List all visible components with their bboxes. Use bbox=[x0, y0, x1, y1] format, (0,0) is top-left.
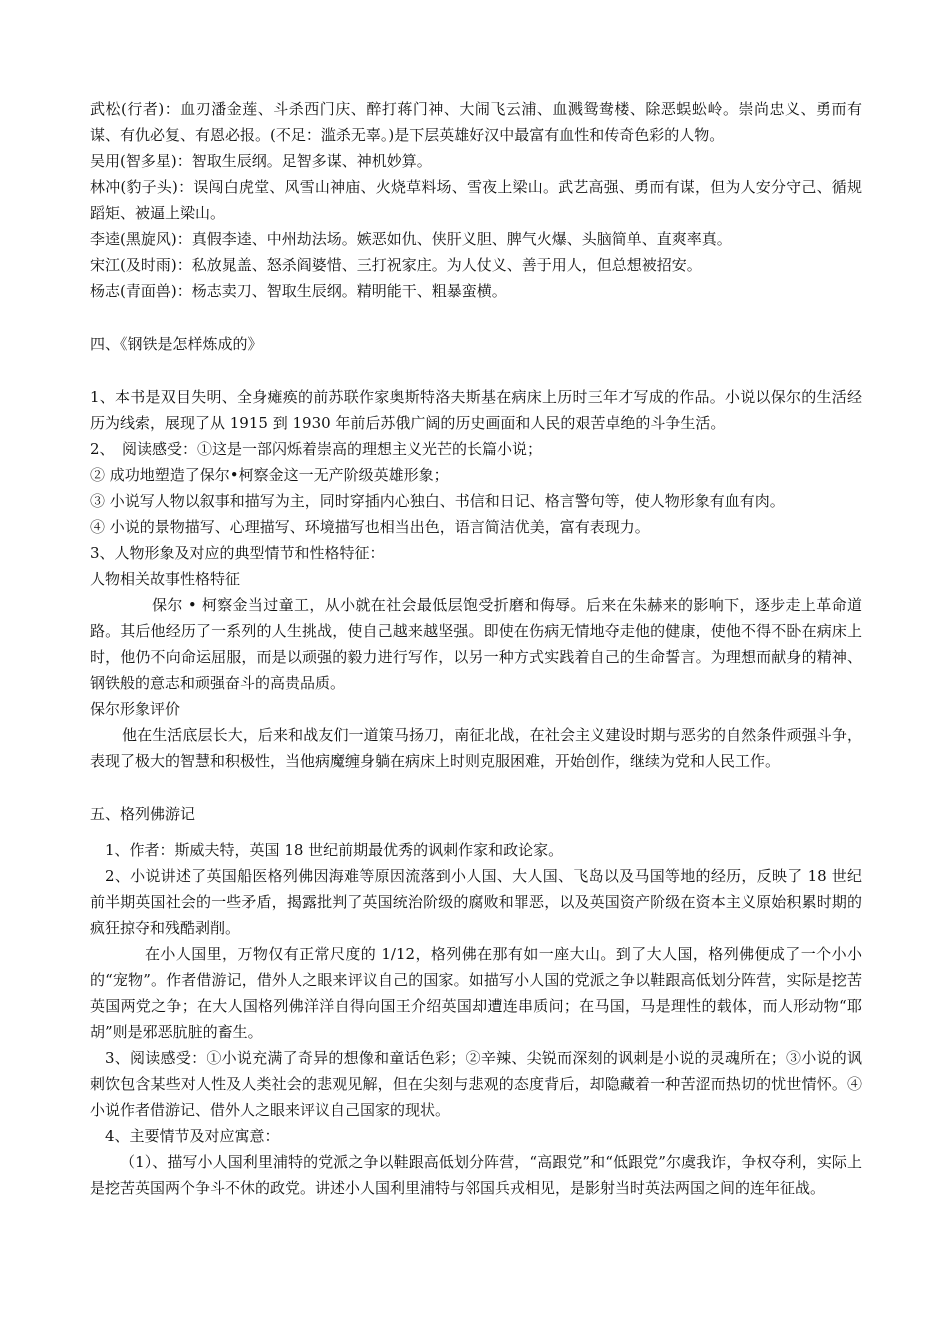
hero-wusong: 武松(行者)：血刃潘金莲、斗杀西门庆、醉打蒋门神、大闹飞云浦、血溅鸳鸯楼、除恶蜈蚣岭。崇尚忠义、勇而有谋、有仇必复、有恩必报。(不足：滥杀无辜。)是下层英雄好汉中最富有血性和传奇色彩的人物。 bbox=[90, 100, 862, 144]
hero-linchong: 林冲(豹子头)：误闯白虎堂、风雪山神庙、火烧草料场、雪夜上梁山。武艺高强、勇而有谋，但为人安分守己、循规蹈矩、被逼上梁山。 bbox=[90, 178, 862, 222]
subheading: 人物相关故事性格特征 bbox=[90, 570, 241, 588]
hero-songjiang: 宋江(及时雨)：私放晁盖、怒杀阎婆惜、三打祝家庄。为人仗义、善于用人，但总想被招安。 bbox=[90, 256, 702, 274]
paragraph: 1、本书是双目失明、全身瘫痪的前苏联作家奥斯特洛夫斯基在病床上历时三年才写成的作品。小说以保尔的生活经历为线索，展现了从 1915 到 1930 年前后苏俄广阔的历史画面和人民的艰苦卓绝的斗争生活。 bbox=[90, 388, 862, 432]
paragraph: （1）、描写小人国利里浦特的党派之争以鞋跟高低划分阵营，“高跟党”和“低跟党”尔虞我诈，争权夺利，实际上是挖苦英国两个争斗不休的政党。讲述小人国利里浦特与邻国兵戎相见，是影射当时英法两国之间的连年征战。 bbox=[90, 1153, 862, 1197]
paragraph: 在小人国里，万物仅有正常尺度的 1/12，格列佛在那有如一座大山。到了大人国，格列佛便成了一个小小的“宠物”。作者借游记，借外人之眼来评议自己的国家。如描写小人国的党派之争以鞋跟高低划分阵营，实际是挖苦英国两党之争；在大人国格列佛洋洋自得向国王介绍英国却遭连串质问；在马国，马是理性的载体，而人形动物“耶胡”则是邪恶肮脏的畜生。 bbox=[90, 945, 862, 1041]
paragraph: 保尔 • 柯察金当过童工，从小就在社会最低层饱受折磨和侮辱。后来在朱赫来的影响下，逐步走上革命道路。其后他经历了一系列的人生挑战，使自己越来越坚强。即使在伤病无情地夺走他的健康，使他不得不卧在病床上时，他仍不向命运屈服，而是以顽强的毅力进行写作，以另一种方式实践着自己的生命誓言。为理想而献身的精神、钢铁般的意志和顽强奋斗的高贵品质。 bbox=[90, 596, 862, 692]
section-heading: 四、《钢铁是怎样炼成的》 bbox=[90, 335, 263, 353]
paragraph: 2、小说讲述了英国船医格列佛因海难等原因流落到小人国、大人国、飞岛以及马国等地的经历，反映了 18 世纪前半期英国社会的一些矛盾，揭露批判了英国统治阶级的腐败和罪恶，以及英国资产阶级在资本主义原始积累时期的疯狂掠夺和残酷剥削。 bbox=[90, 867, 862, 937]
paragraph: ④ 小说的景物描写、心理描写、环境描写也相当出色，语言简洁优美，富有表现力。 bbox=[90, 518, 650, 536]
paragraph: ② 成功地塑造了保尔•柯察金这一无产阶级英雄形象； bbox=[90, 466, 449, 484]
paragraph: 4、主要情节及对应寓意： bbox=[105, 1127, 280, 1145]
spacer bbox=[90, 774, 862, 801]
document-page bbox=[90, 96, 862, 1201]
paragraph: 3、阅读感受：①小说充满了奇异的想像和童话色彩；②辛辣、尖锐而深刻的讽刺是小说的灵魂所在；③小说的讽刺饮包含某些对人性及人类社会的悲观见解，但在尖刻与悲观的态度背后，却隐藏着一种苦涩而热切的忧世情怀。④小说作者借游记、借外人之眼来评议自己国家的现状。 bbox=[90, 1049, 862, 1119]
spacer bbox=[90, 827, 862, 837]
spacer bbox=[90, 357, 862, 384]
paragraph: 他在生活底层长大，后来和战友们一道策马扬刀，南征北战，在社会主义建设时期与恶劣的自然条件顽强斗争，表现了极大的智慧和积极性，当他病魔缠身躺在病床上时则克服困难，开始创作，继续为党和人民工作。 bbox=[90, 726, 862, 770]
hero-yangzhi: 杨志(青面兽)：杨志卖刀、智取生辰纲。精明能干、粗暴蛮横。 bbox=[90, 282, 507, 300]
paragraph: ③ 小说写人物以叙事和描写为主，同时穿插内心独白、书信和日记、格言警句等，使人物形象有血有肉。 bbox=[90, 492, 785, 510]
hero-likui: 李逵(黑旋风)：真假李逵、中州劫法场。嫉恶如仇、侠肝义胆、脾气火爆、头脑简单、直爽率真。 bbox=[90, 230, 732, 248]
spacer bbox=[90, 304, 862, 331]
paragraph: 1、作者：斯威夫特，英国 18 世纪前期最优秀的讽刺作家和政论家。 bbox=[105, 841, 564, 859]
subheading: 保尔形象评价 bbox=[90, 700, 181, 718]
hero-wuyong: 吴用(智多星)：智取生辰纲。足智多谋、神机妙算。 bbox=[90, 152, 432, 170]
paragraph: 2、 阅读感受：①这是一部闪烁着崇高的理想主义光芒的长篇小说； bbox=[90, 440, 543, 458]
paragraph: 3、人物形象及对应的典型情节和性格特征： bbox=[90, 544, 385, 562]
section-heading: 五、格列佛游记 bbox=[90, 805, 196, 823]
